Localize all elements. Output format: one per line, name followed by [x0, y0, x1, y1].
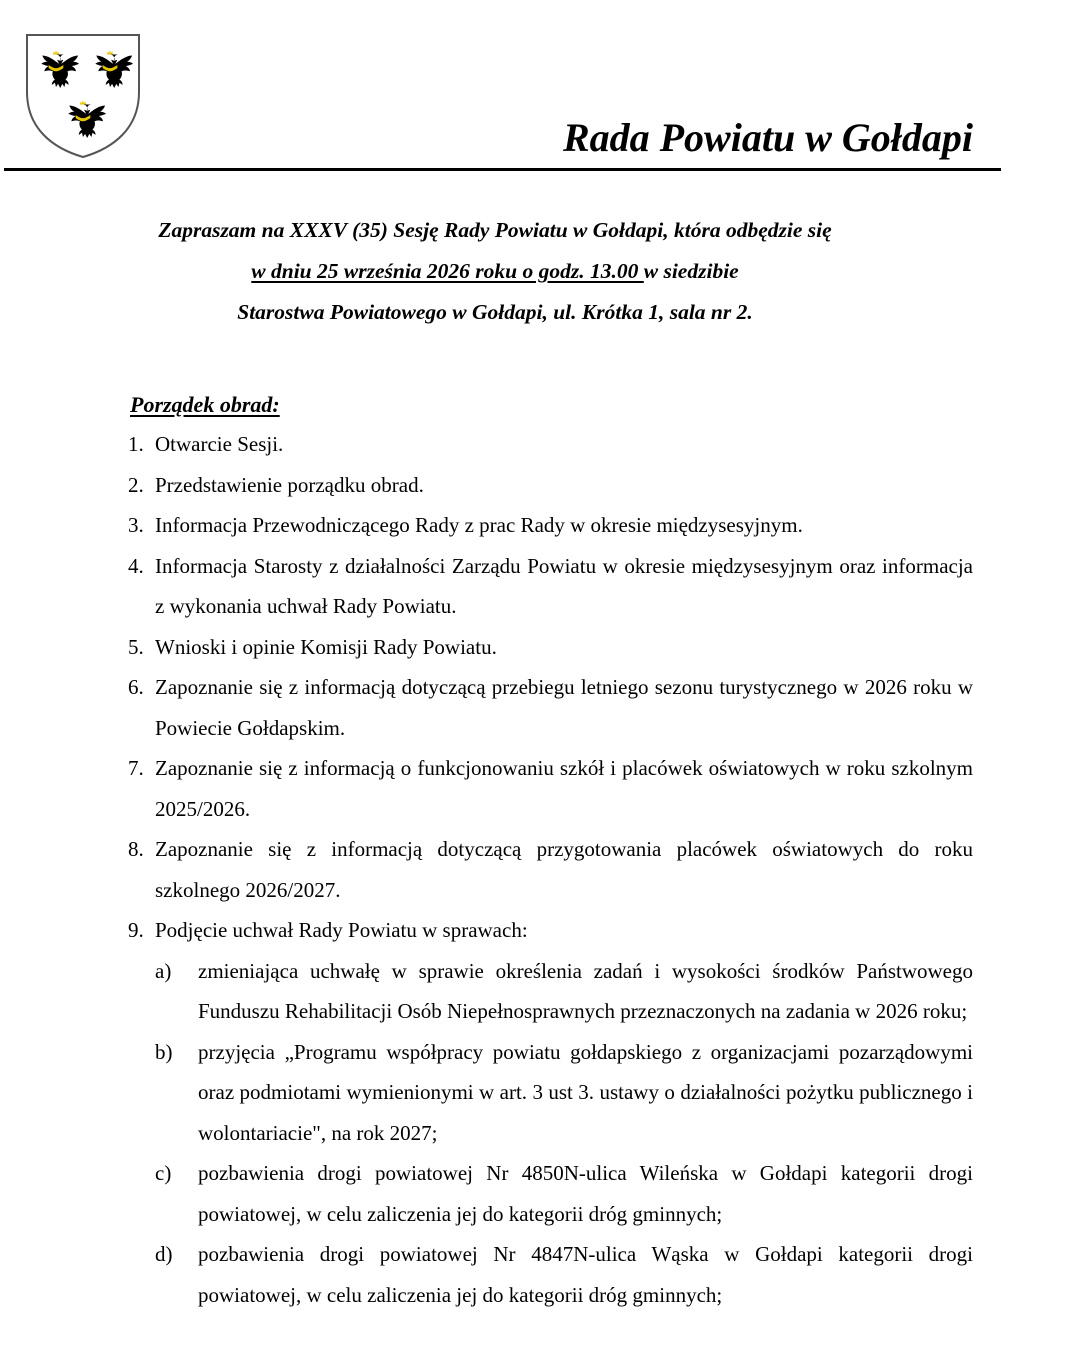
agenda-item-number: 1.: [128, 432, 144, 456]
agenda-item-text: Przedstawienie porządku obrad.: [155, 472, 424, 497]
agenda-item-number: 5.: [128, 634, 144, 659]
agenda-item-number: 4.: [128, 553, 144, 578]
invitation-line-1: Zapraszam na XXXV (35) Sesję Rady Powiatu w Gołdapi, która odbędzie się: [158, 218, 832, 242]
agenda-subitem: [128, 951, 973, 1032]
agenda-subitem-text: pozbawienia drogi powiatowej Nr 4850N-ulica Wileńska w Gołdapi kategorii drogi powiatowej, w celu zaliczenia jej do kategorii dróg gminnych;: [198, 1161, 973, 1226]
agenda-item-number: 7.: [128, 756, 144, 780]
agenda-item-number: 8.: [128, 837, 144, 861]
agenda-subitem: [128, 1153, 973, 1234]
agenda-subitem: [128, 1234, 973, 1315]
agenda-subitem-letter: d): [155, 1242, 173, 1266]
council-title: Rada Powiatu w Gołdapi: [562, 115, 973, 160]
agenda-item: [128, 424, 973, 465]
agenda-item: [128, 546, 973, 627]
agenda-item-number: 6.: [128, 675, 144, 699]
header-divider: [4, 168, 1001, 171]
agenda-subitem-letter: c): [155, 1161, 172, 1185]
agenda-item-number: 3.: [128, 513, 144, 537]
agenda-item-number: 9.: [128, 918, 144, 942]
agenda-item: [128, 829, 973, 910]
agenda-item: [128, 910, 973, 951]
agenda-subitem-text: pozbawienia drogi powiatowej Nr 4847N-ulica Wąska w Gołdapi kategorii drogi powiatowej, w celu zaliczenia jej do kategorii dróg gminnych;: [198, 1242, 973, 1307]
session-invitation: [100, 210, 890, 333]
agenda-item-number: 2.: [128, 472, 144, 497]
agenda-item: [128, 465, 973, 506]
agenda-subitem-letter: b): [155, 1039, 173, 1064]
agenda-item-text: Zapoznanie się z informacją dotyczącą przygotowania placówek oświatowych do roku szkolnego 2026/2027.: [155, 837, 973, 902]
agenda-item: [128, 748, 973, 829]
invitation-line-2: [100, 251, 890, 292]
agenda-item-text: Wnioski i opinie Komisji Rady Powiatu.: [155, 634, 497, 659]
agenda-item-text: Zapoznanie się z informacją dotyczącą przebiegu letniego sezonu turystycznego w 2026 roku w Powiecie Gołdapskim.: [155, 675, 973, 740]
agenda-item-text: Informacja Starosty z działalności Zarządu Powiatu w okresie międzysesyjnym oraz informacja z wykonania uchwał Rady Powiatu.: [155, 553, 973, 618]
agenda-item-text: Informacja Przewodniczącego Rady z prac Rady w okresie międzysesyjnym.: [155, 513, 803, 537]
agenda-item: [128, 667, 973, 748]
three-eagles-coat-of-arms-icon: [24, 32, 142, 160]
agenda-list: [128, 424, 973, 1315]
invitation-line-2-rest: w siedzibie: [643, 259, 739, 283]
invitation-date-time: w dniu 25 września 2026 roku o godz. 13.00: [251, 259, 644, 283]
agenda-heading: Porządek obrad:: [130, 392, 280, 417]
agenda-subitem: [128, 1032, 973, 1154]
agenda-item: [128, 505, 973, 546]
agenda-item-text: Otwarcie Sesji.: [155, 432, 284, 456]
agenda-subitem-letter: a): [155, 958, 172, 983]
invitation-line-3: Starostwa Powiatowego w Gołdapi, ul. Krótka 1, sala nr 2.: [237, 300, 753, 324]
agenda-subitem-text: przyjęcia „Programu współpracy powiatu gołdapskiego z organizacjami pozarządowymi oraz podmiotami wymienionymi w art. 3 ust 3. ustawy o działalności pożytku publicznego i wolontariacie", na rok 2027;: [198, 1039, 973, 1145]
agenda-item-text: Zapoznanie się z informacją o funkcjonowaniu szkół i placówek oświatowych w roku szkolnym 2025/2026.: [155, 756, 973, 821]
agenda-item: [128, 627, 973, 668]
agenda-item-text: Podjęcie uchwał Rady Powiatu w sprawach:: [155, 918, 528, 942]
agenda-subitem-text: zmieniająca uchwałę w sprawie określenia zadań i wysokości środków Państwowego Funduszu Rehabilitacji Osób Niepełnosprawnych przeznaczonych na zadania w 2026 roku;: [198, 958, 973, 1023]
